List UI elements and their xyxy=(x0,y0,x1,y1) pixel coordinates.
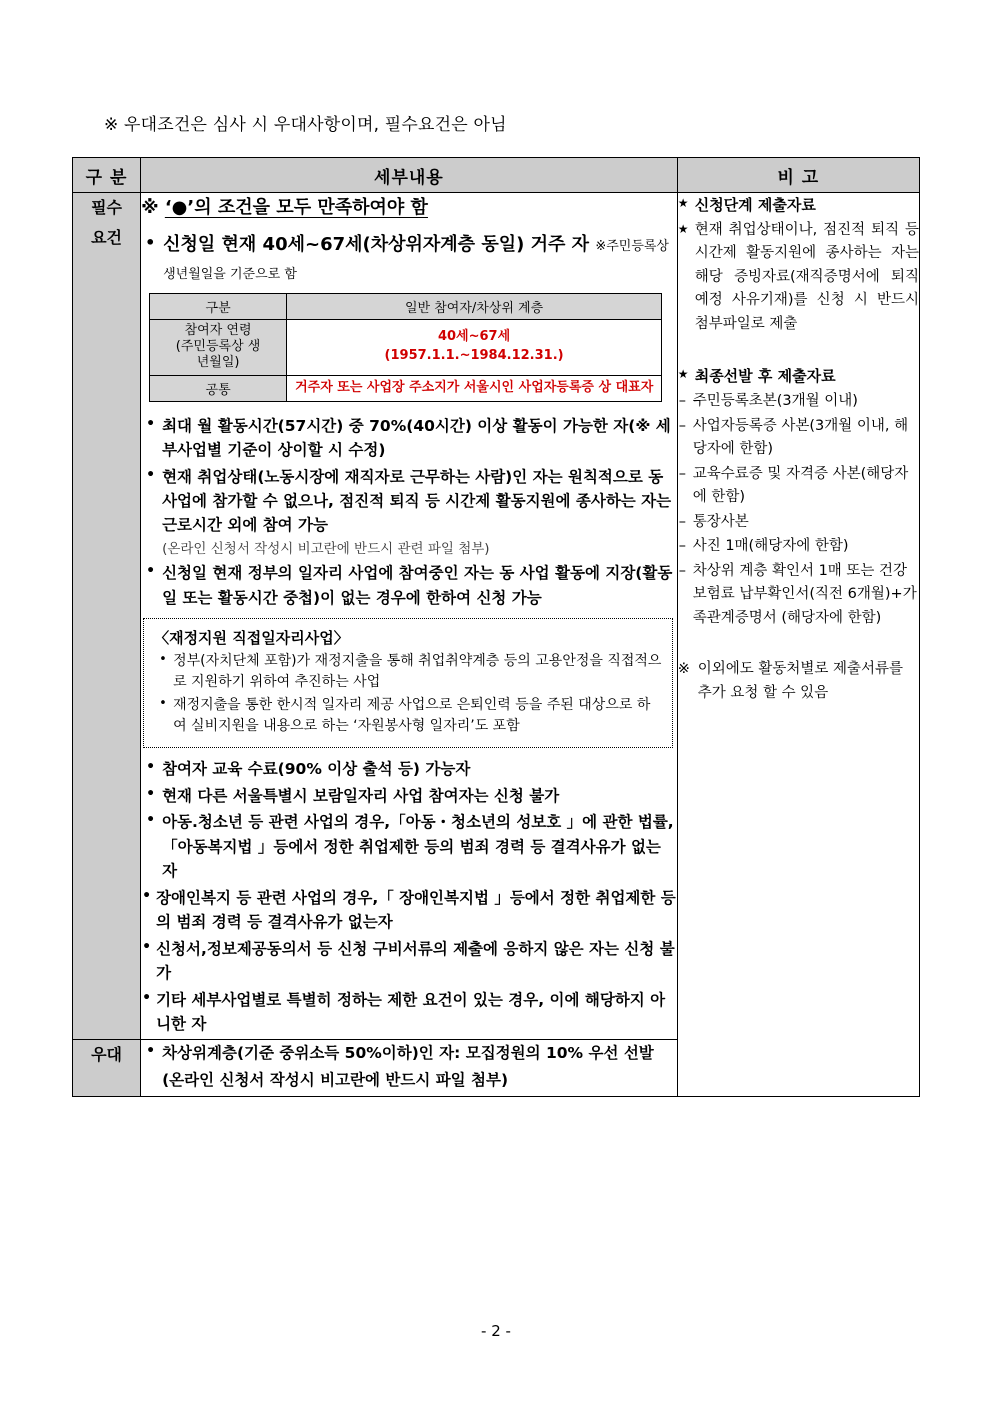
detail-cell-preference xyxy=(141,1039,678,1096)
inner-value-age-dates: (1957.1.1.~1984.12.31.) xyxy=(384,348,564,364)
mandatory-bullets-lower xyxy=(141,757,677,1036)
list-item: • 차상위계층(기준 중위소득 50%이하)인 자: 모집정원의 10% 우선 선발 (온라인 신청서 작성시 비고란에 반드시 파일 첨부) xyxy=(141,1040,677,1094)
inner-label-age-line2: (주민등록상 생 xyxy=(175,339,261,355)
list-item: – 차상위 계층 확인서 1매 또는 건강보험료 납부확인서(직전 6개월)+가족관계증명서 (해당자에 한함) xyxy=(678,560,919,630)
heading-prefix-symbol: ※ xyxy=(141,197,165,218)
heading-underlined-text: ‘●’의 조건을 모두 만족하여야 함 xyxy=(164,197,428,218)
table-header-row xyxy=(73,158,920,193)
list-item: – 교육수료증 및 자격증 사본(해당자에 한함) xyxy=(678,463,919,510)
bigo-section-application xyxy=(678,193,919,336)
inner-value-age-range: 40세~67세 xyxy=(437,329,511,345)
page-number: - 2 - xyxy=(481,1322,511,1340)
inner-value-age xyxy=(287,319,662,375)
list-item xyxy=(141,414,677,463)
bigo-document-list xyxy=(678,390,919,630)
bigo-section2-title: ★ 최종선발 후 제출자료 xyxy=(678,364,919,388)
dotted-box-title: 〈재정지원 직접일자리사업〉 xyxy=(154,629,349,648)
row-label-line1: 필수 xyxy=(91,198,122,217)
detail-heading xyxy=(141,193,677,219)
preference-bullets xyxy=(141,1040,677,1094)
bigo-section-final xyxy=(678,364,919,630)
dotted-box-list xyxy=(154,651,662,737)
bigo-cell xyxy=(677,193,919,1097)
top-note: ※ 우대조건은 심사 시 우대사항이며, 필수요건은 아님 xyxy=(104,115,507,135)
bullet-text: 최대 월 활동시간(57시간) 중 70%(40시간) 이상 활동이 가능한 자(※ 세부사업별 기준이 상이할 시 수정) xyxy=(162,416,671,460)
list-item: – 사업자등록증 사본(3개월 이내, 해당자에 한함) xyxy=(678,415,919,462)
list-item: • 정부(자치단체 포함)가 재정지출을 통해 취업취약계층 등의 고용안정을 직접적으로 지원하기 위하여 추진하는 사업 xyxy=(154,651,662,694)
list-item: • 참여자 교육 수료(90% 이상 출석 등) 가능자 xyxy=(141,757,677,781)
list-item: – 사진 1매(해당자에 한함) xyxy=(678,535,919,558)
column-header-bigo: 비 고 xyxy=(677,158,919,193)
detail-cell-mandatory xyxy=(141,193,678,1040)
column-header-detail: 세부내용 xyxy=(141,158,678,193)
bigo-section1-paragraph: ★ 현재 취업상태이나, 점진적 퇴직 등 시간제 활동지원에 종사하는 자는 해당 증빙자료(재직증명서에 퇴직예정 사유기재)를 신청 시 반드시 첨부파일로 제출 xyxy=(678,219,919,336)
requirements-table xyxy=(72,157,920,1097)
mandatory-bullets-upper xyxy=(141,414,677,611)
inner-label-common: 공통 xyxy=(150,375,287,401)
row-label-preference: 우대 xyxy=(73,1039,141,1096)
inner-value-common: 거주자 또는 사업장 주소지가 서울시인 사업자등록증 상 대표자 xyxy=(287,375,662,401)
list-item: • 재정지출을 통한 한시적 일자리 제공 사업으로 은퇴인력 등을 주된 대상으로 하여 실비지원을 내용으로 하는 ‘자원봉사형 일자리’도 포함 xyxy=(154,695,662,738)
list-item: • 신청서,정보제공동의서 등 신청 구비서류의 제출에 응하지 않은 자는 신청 불가 xyxy=(141,937,677,986)
bigo-spacer-bottom xyxy=(678,632,919,658)
list-item: • 현재 다른 서울특별시 보람일자리 사업 참여자는 신청 불가 xyxy=(141,784,677,808)
row-label-mandatory xyxy=(73,193,141,1040)
lead-bullet-age xyxy=(141,231,677,287)
bullet-text: 현재 취업상태(노동시장에 재직자로 근무하는 사람)인 자는 원칙적으로 동 사업에 참가할 수 없으나, 점진적 퇴직 등 시간제 활동지원에 종사하는 자는 근로시간 외에 참여 가능 xyxy=(162,467,672,535)
bullet-note: (온라인 신청서 작성시 비고란에 반드시 관련 파일 첨부) xyxy=(162,540,490,557)
bigo-section1-title: ★ 신청단계 제출자료 xyxy=(678,193,919,217)
inner-label-age-line1: 참여자 연령 xyxy=(184,322,252,338)
bigo-footer-note: ※ 이외에도 활동처별로 제출서류를 추가 요청 할 수 있음 xyxy=(678,658,919,705)
list-item xyxy=(141,561,677,610)
bullet-text: 신청일 현재 정부의 일자리 사업에 참여중인 자는 동 사업 활동에 지장(활동일 또는 활동시간 중첩)이 없는 경우에 한하여 신청 가능 xyxy=(162,564,673,607)
list-item: • 기타 세부사업별로 특별히 정하는 제한 요건이 있는 경우, 이에 해당하지 아니한 자 xyxy=(141,988,677,1037)
inner-label-age xyxy=(150,319,287,375)
inner-header-target: 일반 참여자/차상위 계층 xyxy=(287,293,662,319)
list-item: • 장애인복지 등 관련 사업의 경우,「 장애인복지법 」등에서 정한 취업제한 등의 범죄 경력 등 결격사유가 없는자 xyxy=(141,886,677,935)
inner-row-age xyxy=(150,319,662,375)
lead-bullet-text: 신청일 현재 40세~67세(차상위자계층 동일) 거주 자 xyxy=(163,234,590,255)
list-item: • 아동.청소년 등 관련 사업의 경우,「아동・청소년의 성보호 」에 관한 법률,「아동복지법 」등에서 정한 취업제한 등의 범죄 경력 등 결격사유가 없는 자 xyxy=(141,810,677,883)
age-criteria-table xyxy=(149,293,662,402)
row-label-line2: 요건 xyxy=(91,228,122,248)
inner-header-row xyxy=(150,293,662,319)
inner-header-gubun: 구분 xyxy=(150,293,287,319)
list-item xyxy=(141,465,677,560)
column-header-gubun: 구 분 xyxy=(73,158,141,193)
inner-row-common xyxy=(150,375,662,401)
table-row-mandatory xyxy=(73,193,920,1040)
list-item: – 주민등록초본(3개월 이내) xyxy=(678,390,919,413)
list-item: – 통장사본 xyxy=(678,511,919,534)
inner-label-age-line3: 년월일) xyxy=(196,355,240,371)
lead-bullet-subnote: ※주민등록상 생년월일을 기준으로 함 xyxy=(163,239,669,282)
direct-job-program-box xyxy=(143,618,673,748)
bigo-spacer xyxy=(678,338,919,364)
